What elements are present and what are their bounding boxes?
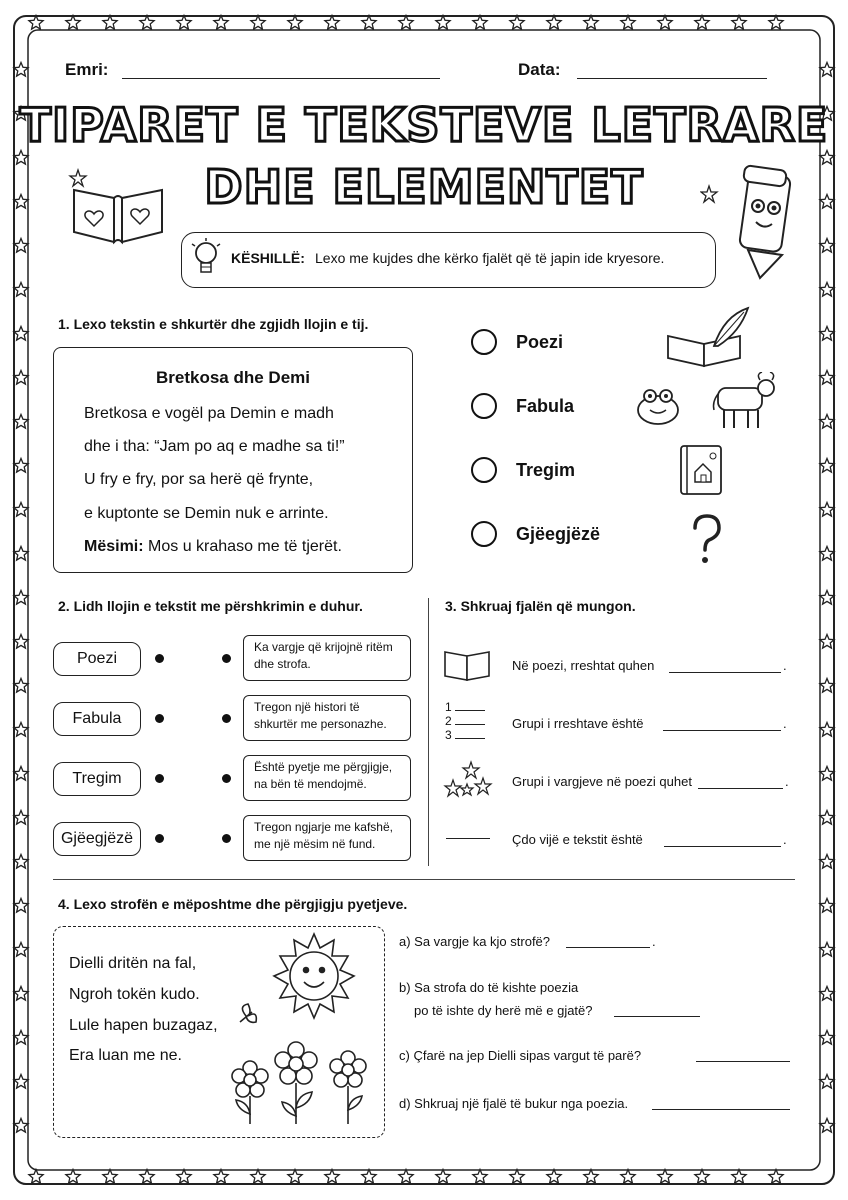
type-poezi: Poezi [53, 642, 141, 676]
q3-blank-1[interactable] [669, 672, 781, 673]
border-star-icon [103, 1170, 117, 1184]
q4-question-b2: po të ishte dy herë më e gjatë? [414, 1003, 593, 1018]
border-star-icon [14, 371, 28, 385]
name-field[interactable] [122, 78, 440, 79]
story-box [53, 347, 413, 573]
desc-line: Tregon një histori të [254, 700, 360, 714]
border-star-icon [14, 503, 28, 517]
border-star-icon [820, 239, 834, 253]
line-icon [446, 838, 490, 839]
lightbulb-icon [190, 238, 222, 280]
storybook-icon [677, 442, 727, 500]
border-star-icon [177, 1170, 191, 1184]
border-star-icon [325, 1170, 339, 1184]
border-star-icon [820, 767, 834, 781]
list-number: 1 [445, 700, 452, 714]
border-star-icon [14, 283, 28, 297]
border-star-icon [399, 16, 413, 30]
border-star-icon [820, 327, 834, 341]
option-gjeegjeze: Gjëegjëzë [516, 524, 601, 544]
option-poezi: Poezi [516, 332, 564, 352]
match-dot-left[interactable] [155, 774, 164, 783]
q3-blank-3[interactable] [698, 788, 783, 789]
border-star-icon [103, 16, 117, 30]
desc-line: na bën të mendojmë. [254, 777, 367, 791]
radio-fabula[interactable] [471, 393, 497, 419]
border-star-icon [820, 371, 834, 385]
border-star-icon [14, 943, 28, 957]
border-star-icon [436, 1170, 450, 1184]
story-line: U fry e fry, por sa herë që frynte, [84, 471, 314, 488]
desc-line: me një mësim në fund. [254, 837, 376, 851]
border-star-icon [251, 16, 265, 30]
border-star-icon [584, 1170, 598, 1184]
border-star-icon [769, 1170, 783, 1184]
border-star-icon [14, 239, 28, 253]
border-star-icon [732, 1170, 746, 1184]
story-title: Bretkosa dhe Demi [156, 368, 310, 387]
poem-line: Era luan me ne. [69, 1047, 182, 1064]
q3-item-2: Grupi i rreshtave është [512, 716, 644, 731]
border-star-icon [14, 855, 28, 869]
q3-period: . [783, 832, 787, 847]
desc-line: Ka vargje që krijojnë ritëm [254, 640, 393, 654]
desc-box [243, 695, 411, 741]
sun-flowers-icon [230, 930, 380, 1130]
border-star-icon [621, 16, 635, 30]
q3-period: . [783, 716, 787, 731]
q2-heading: 2. Lidh llojin e tekstit me përshkrimin e duhur. [58, 598, 363, 614]
border-star-icon [214, 1170, 228, 1184]
border-star-icon [820, 283, 834, 297]
numbered-lines-icon [445, 700, 485, 742]
border-star-icon [14, 899, 28, 913]
border-star-icon [769, 16, 783, 30]
border-star-icon [29, 1170, 43, 1184]
story-line: e kuptonte se Demin nuk e arrinte. [84, 505, 329, 522]
q3-heading: 3. Shkruaj fjalën që mungon. [445, 598, 636, 614]
border-star-icon [658, 1170, 672, 1184]
border-star-icon [14, 63, 28, 77]
poem-line: Ngroh tokën kudo. [69, 986, 200, 1003]
border-star-icon [820, 547, 834, 561]
q4-question-c: c) Çfarë na jep Dielli sipas vargut të parë? [399, 1048, 642, 1063]
match-dot-left[interactable] [155, 714, 164, 723]
border-star-icon [14, 1031, 28, 1045]
option-tregim: Tregim [516, 460, 576, 480]
border-star-icon [820, 943, 834, 957]
border-star-icon [473, 16, 487, 30]
match-dot-right[interactable] [222, 774, 231, 783]
open-book-icon [443, 648, 493, 682]
border-star-icon [325, 16, 339, 30]
border-star-icon [547, 1170, 561, 1184]
desc-line: dhe strofa. [254, 657, 311, 671]
border-star-icon [436, 16, 450, 30]
stars-icon [443, 760, 495, 800]
border-star-icon [14, 767, 28, 781]
border-star-icon [14, 811, 28, 825]
desc-box [243, 815, 411, 861]
border-star-icon [66, 1170, 80, 1184]
border-star-icon [14, 723, 28, 737]
desc-line: Tregon ngjarje me kafshë, [254, 820, 393, 834]
q4-period: . [652, 934, 656, 949]
q3-item-3: Grupi i vargjeve në poezi quhet [512, 774, 692, 789]
border-star-icon [214, 16, 228, 30]
option-fabula: Fabula [516, 396, 575, 416]
border-star-icon [362, 16, 376, 30]
border-star-icon [820, 987, 834, 1001]
border-star-icon [362, 1170, 376, 1184]
border-star-icon [547, 16, 561, 30]
desc-line: Është pyetje me përgjigje, [254, 760, 393, 774]
match-dot-left[interactable] [155, 834, 164, 843]
lesson-label: Mësimi: [84, 538, 144, 555]
q3-blank-4[interactable] [664, 846, 781, 847]
border-star-icon [14, 459, 28, 473]
border-star-icon [14, 591, 28, 605]
border-star-icon [14, 679, 28, 693]
border-star-icon [288, 1170, 302, 1184]
date-field[interactable] [577, 78, 767, 79]
pencil-character-icon [700, 160, 810, 280]
border-star-icon [584, 16, 598, 30]
q3-period: . [783, 658, 787, 673]
page-title-line1: TIPARET E TEKSTEVE LETRARE [19, 98, 829, 152]
q3-item-4: Çdo vijë e tekstit është [512, 832, 643, 847]
radio-poezi[interactable] [471, 329, 497, 355]
border-star-icon [14, 327, 28, 341]
section-divider [53, 879, 795, 880]
q4-heading: 4. Lexo strofën e mëposhtme dhe përgjigju pyetjeve. [58, 896, 408, 912]
border-star-icon [695, 16, 709, 30]
match-dot-right[interactable] [222, 654, 231, 663]
border-star-icon [177, 16, 191, 30]
q4-answer-d[interactable] [652, 1109, 790, 1110]
type-tregim: Tregim [53, 762, 141, 796]
q4-answer-a[interactable] [566, 947, 650, 948]
border-star-icon [820, 415, 834, 429]
poem-line: Lule hapen buzagaz, [69, 1017, 218, 1034]
border-star-icon [820, 899, 834, 913]
type-fabula: Fabula [53, 702, 141, 736]
border-star-icon [820, 635, 834, 649]
border-star-icon [820, 1075, 834, 1089]
border-star-icon [288, 16, 302, 30]
page-title-line2: DHE ELEMENTET [204, 160, 644, 214]
tip-label: KËSHILLË: [231, 250, 305, 266]
desc-line: shkurtër me personazhe. [254, 717, 387, 731]
border-star-icon [820, 459, 834, 473]
tip-text: Lexo me kujdes dhe kërko fjalët që të japin ide kryesore. [315, 250, 665, 266]
date-label: Data: [518, 60, 561, 79]
border-star-icon [14, 547, 28, 561]
border-star-icon [251, 1170, 265, 1184]
border-star-icon [820, 1031, 834, 1045]
border-star-icon [695, 1170, 709, 1184]
q4-question-b1: b) Sa strofa do të kishte poezia [399, 980, 579, 995]
open-book-hearts-icon [68, 168, 168, 248]
section-divider [428, 598, 429, 866]
border-star-icon [14, 1119, 28, 1133]
desc-box [243, 755, 411, 801]
border-star-icon [29, 16, 43, 30]
frog-bull-icon [632, 372, 782, 432]
story-line: Bretkosa e vogël pa Demin e madh [84, 405, 334, 422]
q1-heading: 1. Lexo tekstin e shkurtër dhe zgjidh llojin e tij. [58, 316, 369, 332]
border-star-icon [14, 1075, 28, 1089]
border-star-icon [820, 811, 834, 825]
radio-gjeegjeze[interactable] [471, 521, 497, 547]
border-star-icon [66, 16, 80, 30]
match-dot-left[interactable] [155, 654, 164, 663]
lesson-text: Mos u krahaso me të tjerët. [148, 538, 342, 555]
q4-question-d: d) Shkruaj një fjalë të bukur nga poezia. [399, 1096, 629, 1111]
border-star-icon [14, 635, 28, 649]
border-star-icon [140, 1170, 154, 1184]
border-star-icon [399, 1170, 413, 1184]
story-line: dhe i tha: “Jam po aq e madhe sa ti!” [84, 438, 345, 455]
list-number: 2 [445, 714, 452, 728]
q3-blank-2[interactable] [663, 730, 781, 731]
border-star-icon [820, 503, 834, 517]
border-star-icon [732, 16, 746, 30]
border-star-icon [510, 16, 524, 30]
desc-box [243, 635, 411, 681]
question-mark-icon [687, 512, 727, 568]
match-dot-right[interactable] [222, 834, 231, 843]
border-star-icon [820, 63, 834, 77]
radio-tregim[interactable] [471, 457, 497, 483]
border-star-icon [14, 987, 28, 1001]
border-star-icon [140, 16, 154, 30]
book-quill-icon [664, 306, 750, 370]
border-star-icon [510, 1170, 524, 1184]
q3-period: . [785, 774, 789, 789]
q4-answer-b[interactable] [614, 1016, 700, 1017]
border-star-icon [820, 591, 834, 605]
q4-question-a: a) Sa vargje ka kjo strofë? [399, 934, 551, 949]
border-star-icon [621, 1170, 635, 1184]
poem-line: Dielli dritën na fal, [69, 955, 197, 972]
border-star-icon [658, 16, 672, 30]
border-star-icon [820, 679, 834, 693]
border-star-icon [820, 723, 834, 737]
match-dot-right[interactable] [222, 714, 231, 723]
q3-item-1: Në poezi, rreshtat quhen [512, 658, 655, 673]
type-gjeegjeze: Gjëegjëzë [53, 822, 141, 856]
border-star-icon [473, 1170, 487, 1184]
q4-answer-c[interactable] [696, 1061, 790, 1062]
border-star-icon [14, 415, 28, 429]
list-number: 3 [445, 728, 452, 742]
border-star-icon [820, 855, 834, 869]
name-label: Emri: [65, 60, 109, 79]
border-star-icon [820, 1119, 834, 1133]
